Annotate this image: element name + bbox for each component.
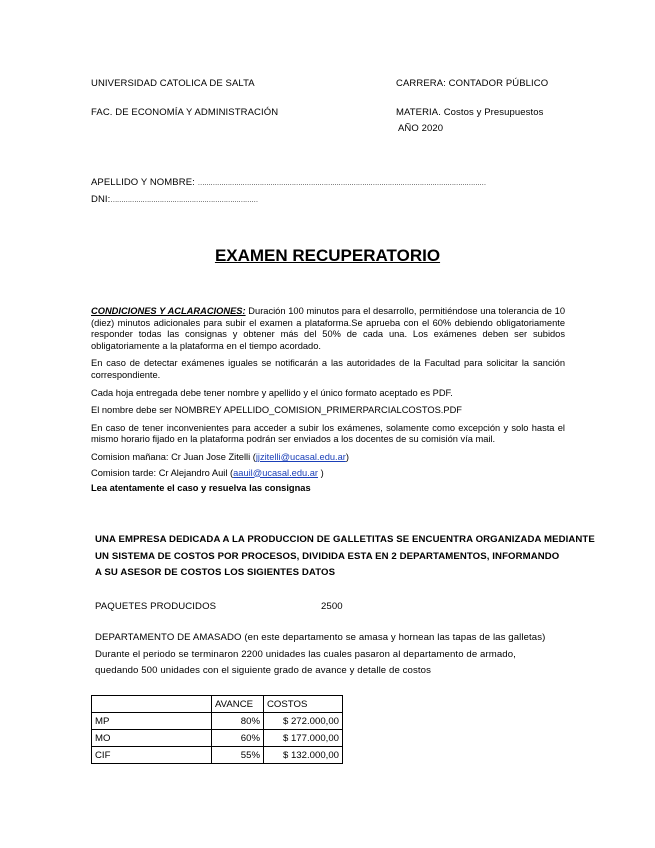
case-statement <box>95 532 595 582</box>
packages-value: 2500 <box>321 601 343 612</box>
university-name: UNIVERSIDAD CATOLICA DE SALTA <box>91 78 255 89</box>
career-label: CARRERA: CONTADOR PÚBLICO <box>396 78 549 89</box>
format-paragraph: Cada hoja entregada debe tener nombre y apellido y el único formato aceptado es PDF. <box>91 387 453 398</box>
filename-paragraph: El nombre debe ser NOMBREY APELLIDO_COMISION_PRIMERPARCIALCOSTOS.PDF <box>91 405 462 416</box>
table-row <box>92 713 343 730</box>
table-cell: MP <box>92 713 212 730</box>
table-header-cell: AVANCE <box>212 696 264 713</box>
table-header-cell <box>92 696 212 713</box>
table-cell: $ 132.000,00 <box>264 747 343 764</box>
case-line-1: UNA EMPRESA DEDICADA A LA PRODUCCION DE GALLETITAS SE ENCUENTRA ORGANIZADA MEDIANTE <box>95 534 595 545</box>
morning-email-link[interactable]: jjzitelli@ucasal.edu.ar <box>255 451 346 462</box>
packages-label: PAQUETES PRODUCIDOS <box>95 601 217 612</box>
conditions-paragraph <box>91 306 565 352</box>
issues-paragraph: En caso de tener inconvenientes para acceder a subir los exámenes, solamente como excepción y solo hasta el mismo horario fijado en la plataforma podrán ser enviados a los docentes de su comisión vía mail. <box>91 422 565 445</box>
morning-commission-close: ) <box>345 451 349 462</box>
conditions-lead: CONDICIONES Y ACLARACIONES: <box>91 306 246 316</box>
name-field-blank: ……………………………………………………………………………………………………………………… <box>197 180 486 187</box>
dni-field-blank: …………………………………………………………… <box>110 197 258 204</box>
morning-commission-label: Comision mañana: Cr Juan Jose Zitelli ( <box>91 451 256 462</box>
afternoon-email-link[interactable]: aauil@ucasal.edu.ar <box>233 467 319 478</box>
department-line-2: Durante el periodo se terminaron 2200 unidades las cuales pasaron al departamento de armado, <box>95 648 516 660</box>
instruction-text: Lea atentamente el caso y resuelva las consignas <box>91 483 311 494</box>
conditions-text: Duración 100 minutos para el desarrollo, permitiéndose una tolerancia de 10 (diez) minutos adicionales para subir el examen a plataforma.Se aprueba con el 60% debiendo obligatoriamente responder todas las consignas y obtener más del 50% de cada una. Los exámenes deben ser subidos obligatoriamente a la plataforma en el tiempo acordado. <box>91 306 565 351</box>
department-line-3: quedando 500 unidades con el siguiente grado de avance y detalle de costos <box>95 665 431 676</box>
subject-label: MATERIA. Costos y Presupuestos <box>396 107 544 118</box>
name-field <box>91 177 486 188</box>
faculty-name: FAC. DE ECONOMÍA Y ADMINISTRACIÓN <box>91 107 279 118</box>
afternoon-commission-label: Comision tarde: Cr Alejandro Auil ( <box>91 467 234 478</box>
exam-title: EXAMEN RECUPERATORIO <box>214 246 441 265</box>
year-label: AÑO 2020 <box>398 123 444 134</box>
morning-commission <box>91 452 565 464</box>
table-cell: 55% <box>212 747 264 764</box>
identical-exams-paragraph: En caso de detectar exámenes iguales se notificarán a las autoridades de la Facultad para solicitar la sanción correspondiente. <box>91 358 565 380</box>
table-header-row <box>92 696 343 713</box>
costs-table <box>91 695 343 764</box>
table-cell: 80% <box>212 713 264 730</box>
table-cell: $ 272.000,00 <box>264 713 343 730</box>
case-line-2: UN SISTEMA DE COSTOS POR PROCESOS, DIVIDIDA ESTA EN 2 DEPARTAMENTOS, INFORMANDO <box>95 550 560 562</box>
table-cell: MO <box>92 730 212 747</box>
dni-field-label: DNI: <box>91 194 111 205</box>
department-line-1: DEPARTAMENTO DE AMASADO (en este departamento se amasa y hornean las tapas de las galletas) <box>95 632 546 643</box>
table-cell: CIF <box>92 747 212 764</box>
afternoon-commission <box>91 468 565 480</box>
department-section <box>95 630 545 680</box>
table-row <box>92 747 343 764</box>
table-cell: $ 177.000,00 <box>264 730 343 747</box>
table-header-cell: COSTOS <box>264 696 343 713</box>
name-field-label: APELLIDO Y NOMBRE: <box>91 177 195 188</box>
dni-field <box>91 194 258 205</box>
table-row <box>92 730 343 747</box>
case-line-3: A SU ASESOR DE COSTOS LOS SIGIENTES DATOS <box>95 567 336 578</box>
conditions-section <box>91 306 565 501</box>
afternoon-commission-close: ) <box>318 467 324 478</box>
table-cell: 60% <box>212 730 264 747</box>
